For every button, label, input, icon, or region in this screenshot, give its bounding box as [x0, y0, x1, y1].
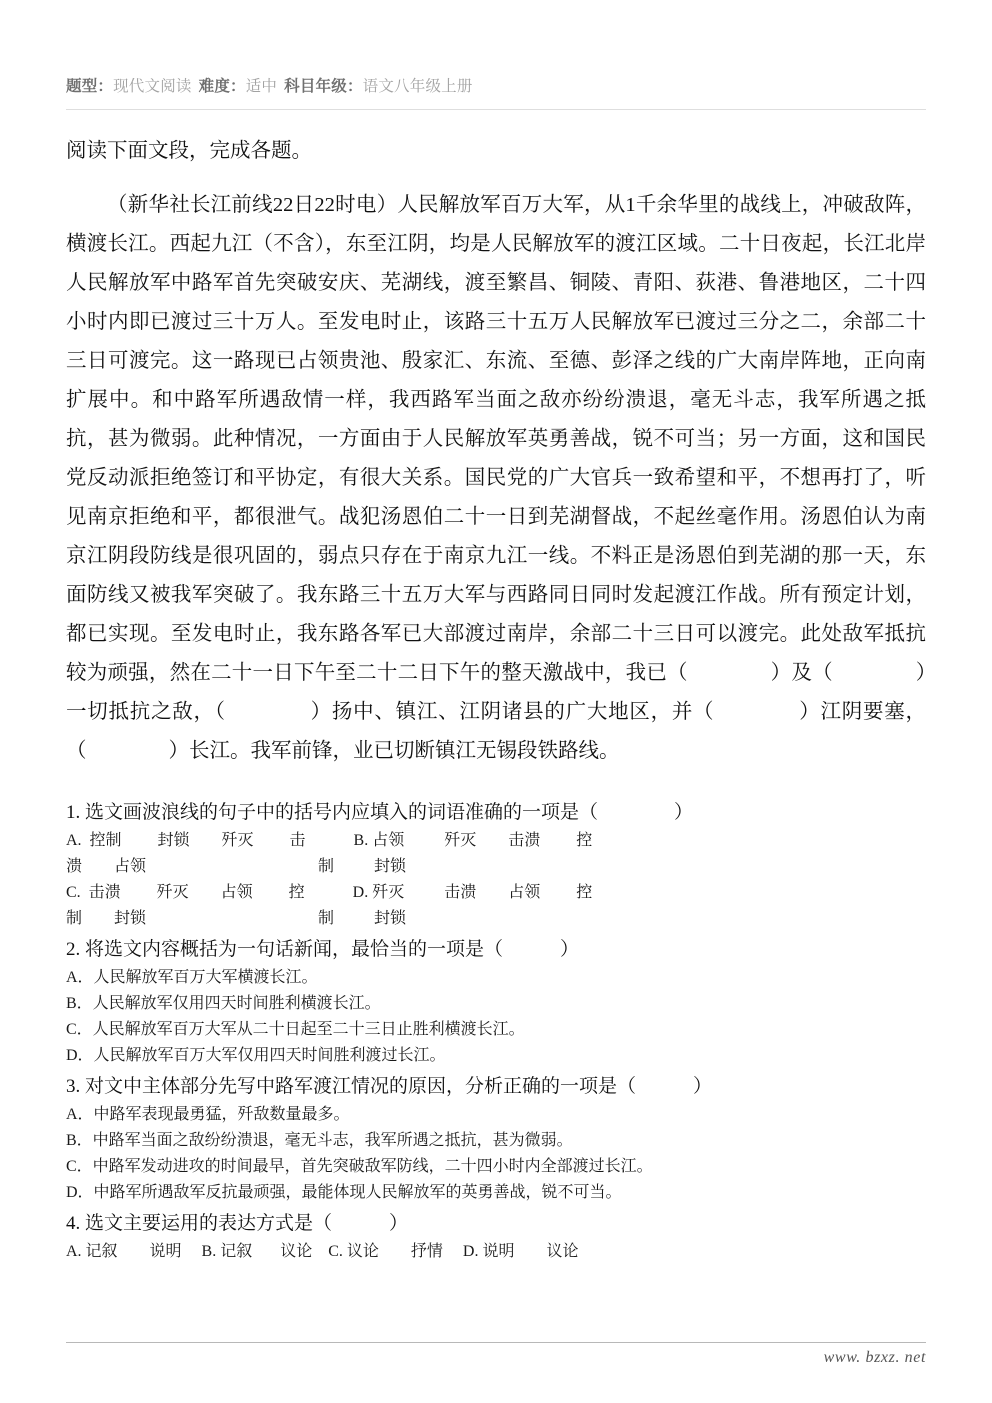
question-option-row[interactable]: A. 控制 封锁 歼灭 击 B. 占领 歼灭 击溃 控 [66, 832, 593, 850]
footer-site-url: www. bzxz. net [823, 1349, 926, 1366]
document-meta-bar [66, 0, 926, 98]
question-block [66, 934, 926, 1069]
question-option[interactable]: C．人民解放军百万大军从二十日起至二十三日止胜利横渡长江。 [66, 1021, 525, 1039]
reading-prompt: 阅读下面文段，完成各题。 [66, 139, 312, 162]
meta-type-label: 题型： [66, 78, 114, 95]
meta-difficulty-label: 难度： [198, 78, 246, 95]
page-footer [66, 1342, 926, 1367]
question-option-row[interactable]: C. 击溃 歼灭 占领 控 D. 歼灭 击溃 占领 控 [66, 884, 593, 902]
header-divider [66, 109, 926, 110]
question-stem: 3. 对文中主体部分先写中路军渡江情况的原因，分析正确的一项是（ ） [66, 1076, 713, 1098]
question-option[interactable]: B．中路军当面之敌纷纷溃退，毫无斗志，我军所遇之抵抗，甚为微弱。 [66, 1132, 573, 1150]
question-block [66, 1071, 926, 1206]
meta-difficulty-value: 适中 [245, 78, 278, 95]
question-stem: 2. 将选文内容概括为一句话新闻，最恰当的一项是（ ） [66, 939, 580, 961]
question-option-row[interactable]: 溃 占领 制 封锁 [66, 858, 407, 876]
question-option[interactable]: A．中路军表现最勇猛，歼敌数量最多。 [66, 1106, 350, 1124]
question-option[interactable]: B．人民解放军仅用四天时间胜利横渡长江。 [66, 995, 381, 1013]
question-option-row[interactable]: 制 封锁 制 封锁 [66, 910, 407, 928]
passage-paragraph: （新华社长江前线22日22时电）人民解放军百万大军，从1千余华里的战线上，冲破敌阵，横渡长江。西起九江（不含），东至江阴，均是人民解放军的渡江区域。二十日夜起，长江北岸人民解放军中路军首先突破安庆、芜湖线，渡至繁昌、铜陵、青阳、荻港、鲁港地区，二十四小时内即已渡过三十万人。至发电时止，该路三十五万人民解放军已渡过三分之二，余部二十三日可渡完。这一路现已占领贵池、殷家汇、东流、至德、彭泽之线的广大南岸阵地，正向南扩展中。和中路军所遇敌情一样，我西路军当面之敌亦纷纷溃退，毫无斗志，我军所遇之抵抗，甚为微弱。此种情况，一方面由于人民解放军英勇善战，锐不可当；另一方面，这和国民党反动派拒绝签订和平协定，有很大关系。国民党的广大官兵一致希望和平，不想再打了，听见南京拒绝和平，都很泄气。战犯汤恩伯二十一日到芜湖督战，不起丝毫作用。汤恩伯认为南京江阴段防线是很巩固的，弱点只存在于南京九江一线。不料正是汤恩伯到芜湖的那一天，东面防线又被我军突破了。我东路三十五万大军与西路同日同时发起渡江作战。所有预定计划，都已实现。至发电时止，我东路各军已大部渡过南岸，余部二十三日可以渡完。此处敌军抵抗较为顽强，然在二十一日下午至二十二日下午的整天激战中，我已（ ）及（ ）一切抵抗之敌，（ ）扬中、镇江、江阴诸县的广大地区，并（ ）江阴要塞，（ ）长江。我军前锋，业已切断镇江无锡段铁路线。 [66, 194, 926, 763]
meta-subject-value: 语文八年级上册 [362, 78, 473, 95]
question-option[interactable]: D．中路军所遇敌军反抗最顽强，最能体现人民解放军的英勇善战，锐不可当。 [66, 1184, 622, 1202]
question-stem: 1. 选文画波浪线的句子中的括号内应填入的词语准确的一项是（ ） [66, 802, 694, 824]
question-option[interactable]: D．人民解放军百万大军仅用四天时间胜利渡过长江。 [66, 1047, 446, 1065]
question-block [66, 797, 926, 932]
passage-body [66, 186, 926, 771]
question-option[interactable]: C．中路军发动进攻的时间最早，首先突破敌军防线，二十四小时内全部渡过长江。 [66, 1158, 653, 1176]
meta-subject-label: 科目年级： [284, 78, 363, 95]
question-block [66, 1208, 926, 1265]
question-option-row[interactable]: A. 记叙 说明 B. 记叙 议论 C. 议论 抒情 D. 说明 议论 [66, 1243, 579, 1261]
question-option[interactable]: A．人民解放军百万大军横渡长江。 [66, 969, 318, 987]
footer-divider [66, 1342, 926, 1343]
question-stem: 4. 选文主要运用的表达方式是（ ） [66, 1213, 409, 1235]
meta-type-value: 现代文阅读 [113, 78, 192, 95]
questions-container [66, 797, 926, 1265]
